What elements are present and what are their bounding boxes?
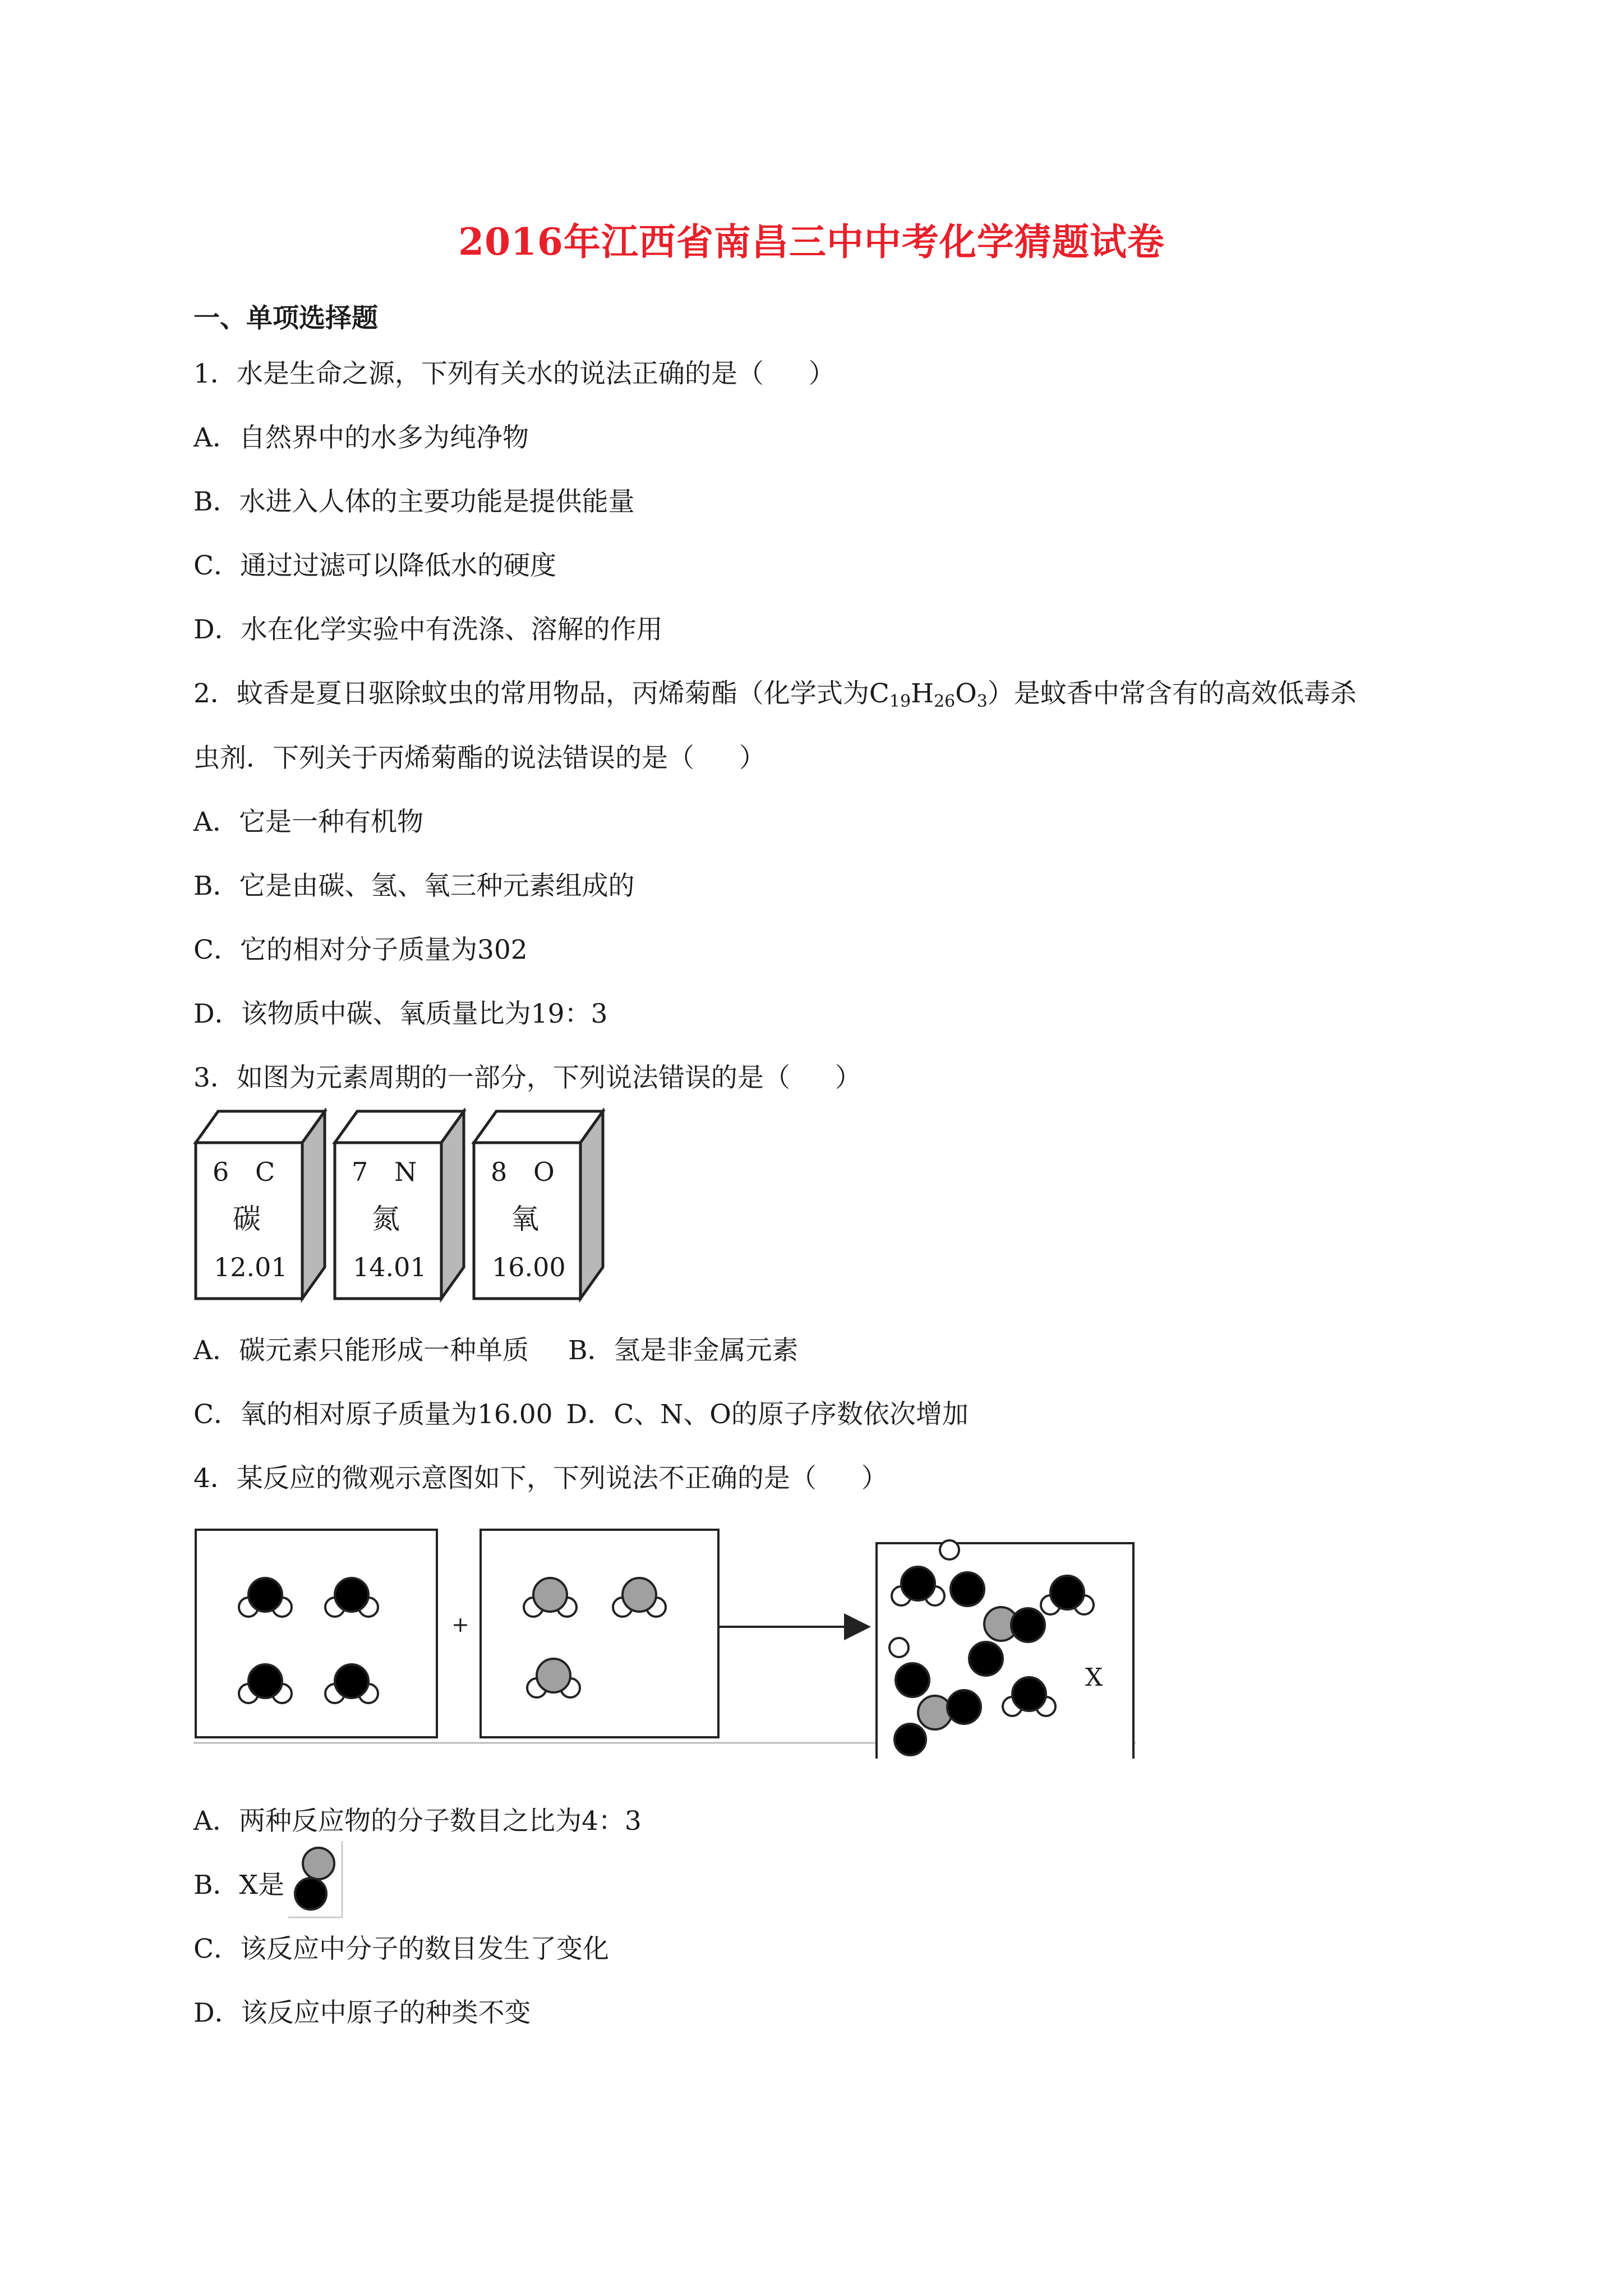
black-atom bbox=[947, 1690, 981, 1724]
white-atom bbox=[940, 1540, 959, 1559]
grey-atom bbox=[918, 1696, 952, 1729]
black-atom bbox=[248, 1664, 282, 1698]
tile-symbol: N bbox=[394, 1157, 417, 1187]
white-atom bbox=[889, 1638, 909, 1657]
tile-symbol: O bbox=[533, 1157, 555, 1187]
plus-sign: + bbox=[451, 1612, 469, 1637]
tile-number: 8 bbox=[491, 1157, 508, 1187]
element-tile-nitrogen bbox=[335, 1111, 464, 1299]
q3-stem: 3．如图为元素周期的一部分，下列说法错误的是（ ） bbox=[193, 1062, 861, 1093]
q4-option-c: C．该反应中分子的数目发生了变化 bbox=[193, 1934, 609, 1964]
black-atom bbox=[901, 1567, 935, 1600]
black-atom bbox=[295, 1878, 326, 1910]
black-atom bbox=[896, 1663, 929, 1697]
black-atom bbox=[951, 1572, 984, 1606]
q2-option-a: A．它是一种有机物 bbox=[193, 807, 423, 838]
q2-option-d: D．该物质中碳、氧质量比为19：3 bbox=[193, 999, 608, 1029]
q4-option-d: D．该反应中原子的种类不变 bbox=[193, 1998, 531, 2028]
tile-mass: 12.01 bbox=[214, 1252, 288, 1282]
tile-symbol: C bbox=[255, 1157, 275, 1187]
tile-number: 6 bbox=[213, 1157, 229, 1187]
tile-name: 氮 bbox=[372, 1203, 400, 1235]
tile-name: 碳 bbox=[233, 1203, 261, 1235]
q2-option-c: C．它的相对分子质量为302 bbox=[193, 935, 528, 965]
tile-mass: 16.00 bbox=[492, 1252, 566, 1282]
grey-atom bbox=[537, 1659, 570, 1692]
q2-stem-line1: 2．蚊香是夏日驱除蚊虫的常用物品，丙烯菊酯（化学式为$C_{19}H_{26}O_3$）是蚊香中常含有的高效低毒杀 bbox=[193, 678, 1357, 711]
page-title: 2016年江西省南昌三中中考化学猜题试卷 bbox=[458, 220, 1165, 264]
grey-atom bbox=[533, 1578, 567, 1612]
grey-atom bbox=[303, 1848, 334, 1879]
periodic-table-figure bbox=[193, 1108, 620, 1304]
tile-mass: 14.01 bbox=[353, 1252, 427, 1282]
q1-option-a: A．自然界中的水多为纯净物 bbox=[193, 422, 529, 453]
x-molecule-icon bbox=[287, 1840, 343, 1918]
q2-option-b: B．它是由碳、氢、氧三种元素组成的 bbox=[193, 871, 635, 901]
black-atom bbox=[335, 1664, 368, 1698]
reaction-diagram bbox=[193, 1523, 1136, 1759]
section-heading: 一、单项选择题 bbox=[193, 303, 378, 334]
q1-option-c: C．通过过滤可以降低水的硬度 bbox=[193, 550, 556, 581]
black-atom bbox=[335, 1578, 368, 1612]
black-atom bbox=[895, 1724, 926, 1755]
x-label: X bbox=[1085, 1663, 1103, 1692]
q4-stem: 4．某反应的微观示意图如下，下列说法不正确的是（ ） bbox=[193, 1463, 888, 1494]
q4-option-b: B．X是 bbox=[193, 1870, 284, 1901]
q1-option-b: B．水进入人体的主要功能是提供能量 bbox=[193, 486, 635, 517]
q3-options-cd: C．氧的相对原子质量为16.00 D．C、N、O的原子序数依次增加 bbox=[193, 1399, 969, 1430]
tile-name: 氧 bbox=[511, 1203, 539, 1235]
q1-stem: 1．水是生命之源，下列有关水的说法正确的是（ ） bbox=[193, 358, 835, 389]
reactant-box-1 bbox=[196, 1530, 437, 1737]
q4-option-a: A．两种反应物的分子数目之比为4：3 bbox=[193, 1806, 642, 1837]
tile-number: 7 bbox=[352, 1157, 368, 1187]
black-atom bbox=[1050, 1576, 1084, 1609]
q1-option-d: D．水在化学实验中有洗涤、溶解的作用 bbox=[193, 614, 663, 645]
q3-options-ab: A．碳元素只能形成一种单质 B．氢是非金属元素 bbox=[193, 1335, 799, 1366]
black-atom bbox=[969, 1642, 1003, 1676]
element-tile-carbon bbox=[196, 1111, 325, 1299]
grey-atom bbox=[623, 1578, 656, 1612]
reactant-box-2 bbox=[481, 1530, 718, 1737]
element-tile-oxygen bbox=[474, 1111, 603, 1299]
black-atom bbox=[1012, 1677, 1046, 1711]
black-atom bbox=[1011, 1608, 1045, 1642]
black-atom bbox=[248, 1578, 282, 1612]
q2-stem-line2: 虫剂．下列关于丙烯菊酯的说法错误的是（ ） bbox=[193, 743, 766, 774]
